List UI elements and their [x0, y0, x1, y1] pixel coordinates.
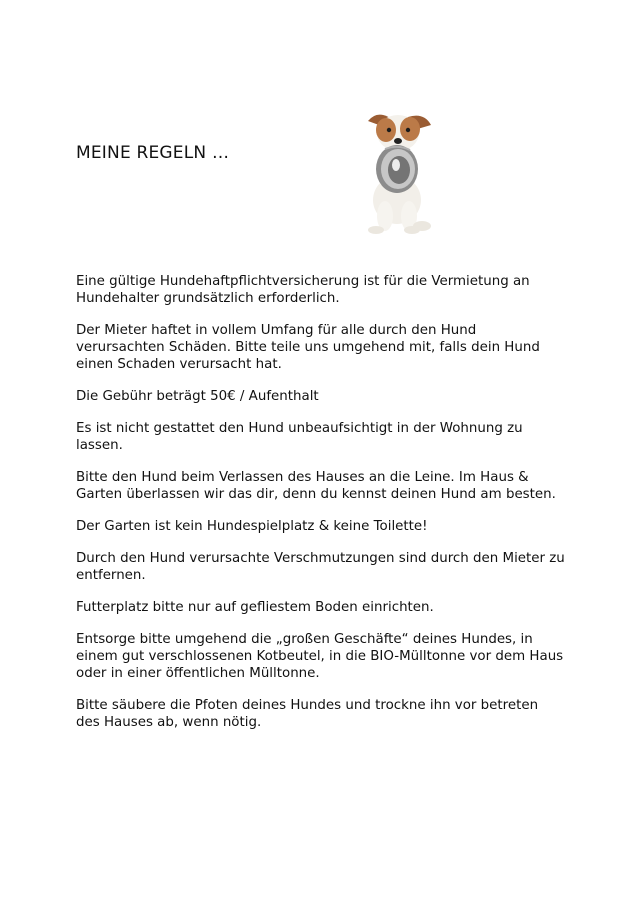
rule-item: Die Gebühr beträgt 50€ / Aufenthalt [76, 389, 319, 404]
rules-list [76, 273, 566, 746]
dog-with-bowl-icon [352, 104, 448, 238]
rule-item: Bitte säubere die Pfoten deines Hundes und trockne ihn vor betreten des Hauses ab, wenn nötig. [76, 698, 539, 730]
rule-item: Eine gültige Hundehaftpflichtversicherung ist für die Vermietung an Hundehalter grundsätzlich erforderlich. [76, 274, 530, 306]
rule-item: Der Mieter haftet in vollem Umfang für alle durch den Hund verursachten Schäden. Bitte teile uns umgehend mit, falls dein Hund einen Schaden verursacht hat. [76, 323, 540, 372]
rule-item: Futterplatz bitte nur auf gefliestem Boden einrichten. [76, 600, 434, 615]
rule-item: Der Garten ist kein Hundespielplatz & keine Toilette! [76, 519, 428, 534]
rule-item: Es ist nicht gestattet den Hund unbeaufsichtigt in der Wohnung zu lassen. [76, 421, 523, 453]
page-title: MEINE REGELN … [76, 143, 230, 163]
rule-item: Durch den Hund verursachte Verschmutzungen sind durch den Mieter zu entfernen. [76, 551, 565, 583]
rule-item: Entsorge bitte umgehend die „großen Geschäfte“ deines Hundes, in einem gut verschlossenen Kotbeutel, in die BIO-Mülltonne vor dem Haus oder in einer öffentlichen Mülltonne. [76, 632, 564, 681]
rule-item: Bitte den Hund beim Verlassen des Hauses an die Leine. Im Haus & Garten überlassen wir das dir, denn du kennst deinen Hund am besten. [76, 470, 556, 502]
